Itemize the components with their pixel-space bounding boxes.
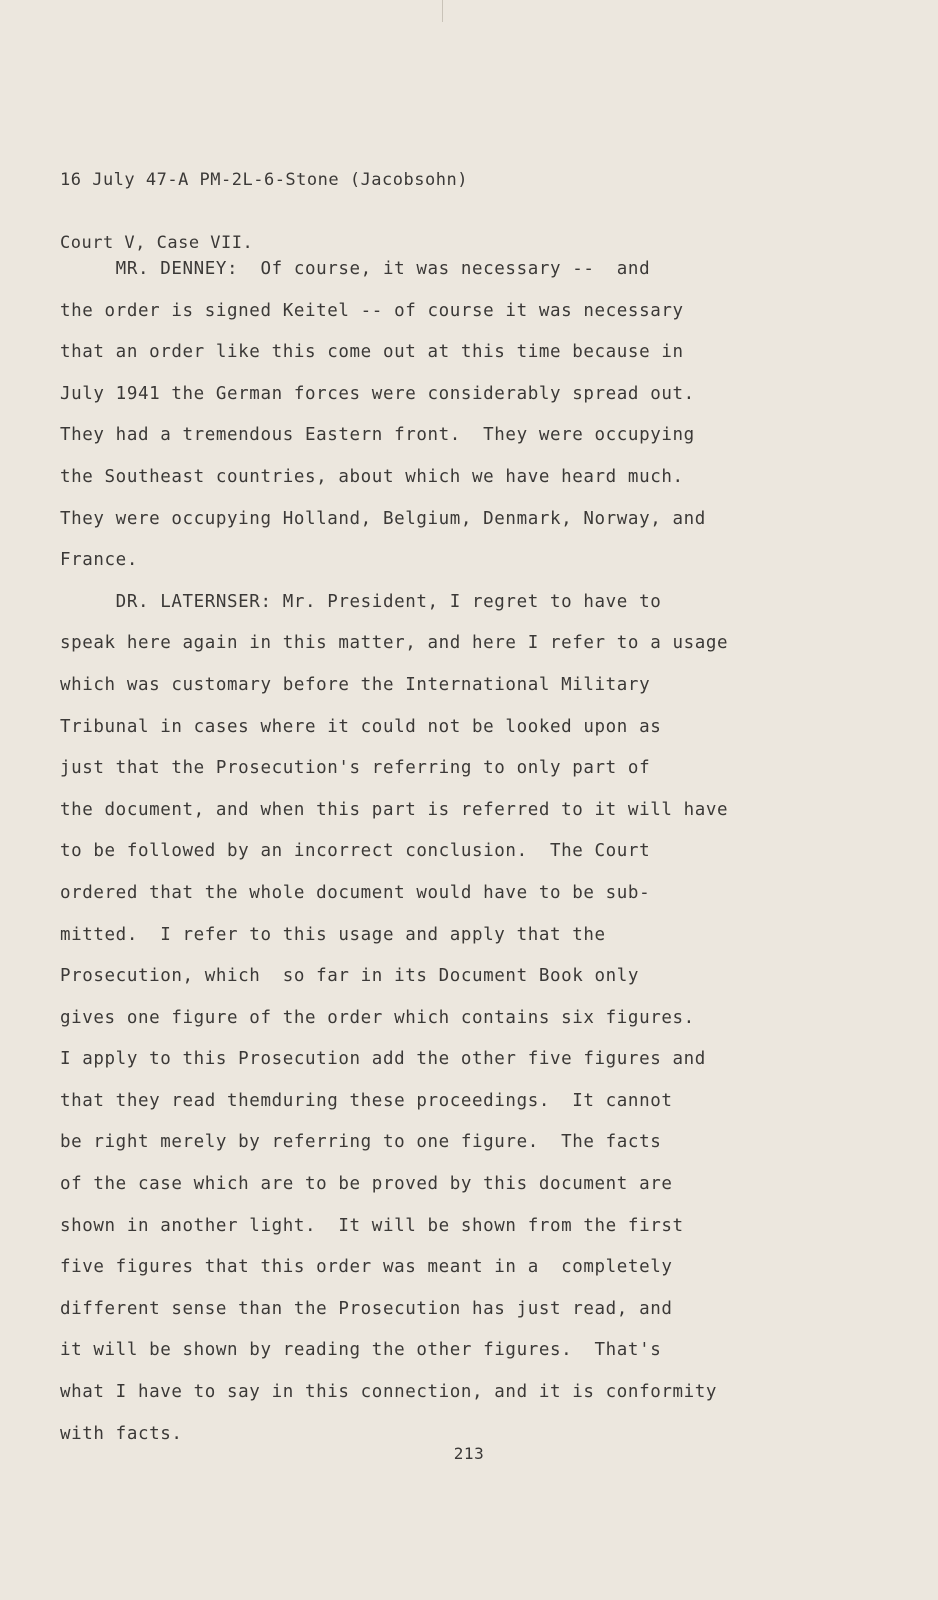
body-line: Tribunal in cases where it could not be looked upon as <box>60 716 662 737</box>
body-line: just that the Prosecution's referring to only part of <box>60 758 651 779</box>
body-line: France. <box>60 550 138 571</box>
body-line: shown in another light. It will be shown from the first <box>60 1215 684 1236</box>
body-line: to be followed by an incorrect conclusion. The Court <box>60 841 651 862</box>
body-line: of the case which are to be proved by this document are <box>60 1174 673 1195</box>
body-line: DR. LATERNSER: Mr. President, I regret to have to <box>60 591 662 612</box>
body-line: with facts. <box>60 1423 183 1444</box>
fold-mark <box>442 0 443 22</box>
body-line: different sense than the Prosecution has just read, and <box>60 1298 673 1319</box>
body-line: that an order like this come out at this time because in <box>60 342 684 363</box>
body-line: I apply to this Prosecution add the other five figures and <box>60 1049 706 1070</box>
body-line: it will be shown by reading the other figures. That's <box>60 1340 662 1361</box>
body-line: They were occupying Holland, Belgium, Denmark, Norway, and <box>60 508 706 529</box>
body-line: ordered that the whole document would have to be sub- <box>60 882 651 903</box>
header-line-court: Court V, Case VII. <box>60 233 254 253</box>
body-line: be right merely by referring to one figure. The facts <box>60 1132 662 1153</box>
body-line: the document, and when this part is referred to it will have <box>60 799 729 820</box>
transcript-body <box>60 249 840 1455</box>
body-line: which was customary before the International Military <box>60 674 651 695</box>
body-line: They had a tremendous Eastern front. They were occupying <box>60 425 695 446</box>
body-line: mitted. I refer to this usage and apply that the <box>60 924 606 945</box>
body-line: MR. DENNEY: Of course, it was necessary -- and <box>60 259 651 279</box>
body-line: what I have to say in this connection, and it is conformity <box>60 1382 718 1403</box>
body-line: speak here again in this matter, and here I refer to a usage <box>60 633 729 654</box>
page-number: 213 <box>453 1444 485 1463</box>
body-line: the order is signed Keitel -- of course it was necessary <box>60 300 684 321</box>
body-line: July 1941 the German forces were considerably spread out. <box>60 383 695 404</box>
header-line-date: 16 July 47-A PM-2L-6-Stone (Jacobsohn) <box>60 170 468 190</box>
body-line: gives one figure of the order which contains six figures. <box>60 1007 695 1028</box>
body-line: the Southeast countries, about which we have heard much. <box>60 466 684 487</box>
body-line: that they read themduring these proceedings. It cannot <box>60 1090 673 1111</box>
body-line: Prosecution, which so far in its Document Book only <box>60 966 640 987</box>
body-line: five figures that this order was meant in a completely <box>60 1257 673 1278</box>
